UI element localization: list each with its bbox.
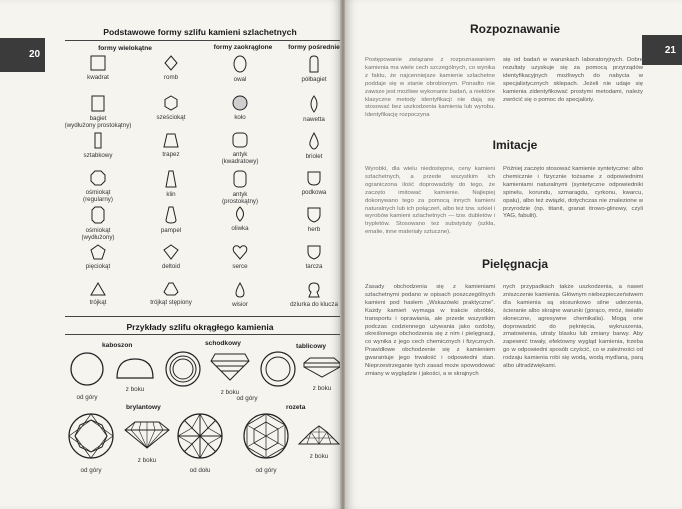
shape-label: oliwka	[231, 225, 249, 232]
horseshoe-shape-icon	[306, 170, 322, 186]
circle-shape-icon	[232, 95, 248, 111]
shape-label: ośmiokąt (wydłużony)	[81, 227, 115, 241]
shape-hexagon	[136, 95, 206, 121]
view-label: z boku	[309, 453, 329, 460]
shape-label: romb	[163, 74, 179, 81]
shape-label: pampel	[160, 227, 182, 234]
rose-top-icon	[242, 412, 290, 460]
shape-label: podkowa	[301, 189, 327, 196]
shape-keyhole	[279, 282, 342, 308]
shape-antique-rect	[205, 170, 275, 205]
square-shape-icon	[90, 55, 106, 71]
page-number-tab	[642, 35, 682, 65]
round-cuts-title: Przykłady szlifu okrągłego kamienia	[126, 322, 274, 332]
shape-oval	[205, 55, 275, 83]
shape-label: wisior	[232, 301, 248, 308]
brilliant-bottom-icon	[176, 412, 224, 460]
step-side-view	[208, 352, 252, 396]
paragraph-imitations-left: Wyrobki, dla wielu niedostępne, ceny kamieni szlachetnych, a przede wszystkim ich ograniczona ilość doprowadziły do tego, że zaczęto imitować kamienie. Najlepiej dokonywano tego za pomocą innych kamieni naturalnych lub ich połączeń, albo też tzw. szkieł i wyrobów kamieni szlachetnych — tzw. dubletów i trypletów. Stosowano też substytuty (szkła, emalie, inne materiały sztuczne).	[365, 166, 495, 236]
rhombus-shape-icon	[164, 55, 178, 71]
octagon-shape-icon	[90, 170, 106, 186]
brilliant-top-view	[66, 412, 116, 474]
deltoid-shape-icon	[163, 244, 179, 260]
cabochon-side-view	[114, 357, 156, 393]
table-side-view	[302, 356, 342, 392]
pendant-shape-icon	[234, 282, 246, 298]
step-top-icon	[164, 350, 202, 388]
olive-shape-icon	[232, 206, 248, 222]
antique-rect-shape-icon	[233, 170, 247, 188]
shape-bar	[63, 132, 133, 159]
shape-label: trójkąt stępiony	[150, 299, 192, 306]
brilliant-bottom-view	[175, 412, 225, 474]
group-label-cabochon: kaboszon	[102, 342, 133, 349]
table-top-view	[258, 350, 298, 393]
col-header-polygonal: formy wielokątne	[98, 45, 152, 52]
shape-label: tarcza	[305, 263, 323, 270]
brilliant-side-view	[122, 420, 172, 464]
shape-shield	[279, 206, 342, 233]
heart-shape-icon	[232, 244, 248, 260]
shape-label: bagiet (wydłużony prostokątny)	[64, 115, 132, 129]
shape-label: antyk (prostokątny)	[221, 191, 259, 205]
shield-shape-icon	[307, 206, 321, 223]
brilliant-side-icon	[123, 420, 171, 450]
shape-label: sześciokąt	[156, 114, 186, 121]
rose-side-icon	[297, 424, 341, 446]
shape-octagon-elongated	[63, 206, 133, 241]
shape-label: trapez	[162, 151, 180, 158]
divider	[65, 316, 340, 317]
shape-olive	[205, 206, 275, 232]
targe-shape-icon	[306, 244, 322, 260]
shape-label: serce	[232, 263, 248, 270]
view-label: od góry	[236, 395, 258, 402]
truncated-triangle-shape-icon	[163, 282, 179, 296]
view-label: z boku	[125, 386, 145, 393]
pampel-shape-icon	[165, 206, 177, 224]
shape-horseshoe	[279, 170, 342, 196]
shape-navette	[279, 95, 342, 123]
cabochon-top-view	[67, 351, 107, 401]
shape-label: półbagiet	[301, 76, 327, 83]
trapeze-shape-icon	[163, 132, 179, 148]
paragraph-care-left: Zasady obchodzenia się z kamieniami szlachetnymi podano w opisach poszczególnych kamieni pod hasłem „Wskazówki praktyczne”. Każdy kamień wymaga w trakcie obróbki, transportu i oprawiania, ale przede wszystkim podczas codziennego używania jako ozdoby, określonego obchodzenia się z nim i pielęgnacji, co wynika z jego cech chemicznych i fizycznych. Prawidłowe obchodzenie się z kamieniem gwarantuje jego trwałość i odpowiedni stan. Nieprzestrzeganie tych zasad może spowodować zmiany w wyglądzie i jakości, a w skrajnych	[365, 284, 495, 377]
shape-label: sztabkowy	[83, 152, 113, 159]
view-label: od góry	[76, 394, 98, 401]
shape-trapeze	[136, 132, 206, 158]
shape-pentagon	[63, 244, 133, 270]
group-label-step: schodkowy	[205, 340, 241, 347]
shape-label: koło	[234, 114, 246, 121]
shape-wedge	[136, 170, 206, 198]
view-label: z boku	[137, 457, 157, 464]
shape-deltoid	[136, 244, 206, 270]
step-top-view	[163, 350, 203, 393]
oval-shape-icon	[233, 55, 247, 73]
shape-targe	[279, 244, 342, 270]
step-side-icon	[209, 352, 251, 382]
triangle-shape-icon	[90, 282, 106, 296]
shape-label: nawetta	[303, 116, 325, 123]
right-page	[345, 0, 682, 509]
page-number: 20	[29, 49, 41, 60]
rose-top-view	[241, 412, 291, 474]
view-label: z boku	[220, 389, 240, 396]
shape-label: herb	[307, 226, 321, 233]
baguette-shape-icon	[90, 95, 106, 112]
paragraph-imitations-right: Później zaczęto stosować kamienie syntetyczne: albo chemicznie i fizycznie tożsame z odpowiednimi kamieniami naturalnymi (syntetyczne odpowiedniki spinelu, korundu, szmaragdu, cyrkonu, kwarcu, opalu), albo też związki, dotychczas nie znalezione w przyrodzie (np. titanit, granat itrowo-glinowy, czyli YAG, fabulit).	[503, 166, 643, 220]
shape-triangle	[63, 282, 133, 306]
shape-rhombus	[136, 55, 206, 81]
shape-half-baguette	[279, 55, 342, 83]
shape-pampel	[136, 206, 206, 234]
pentagon-shape-icon	[90, 244, 106, 260]
table-side-icon	[303, 356, 341, 378]
shape-label: owal	[233, 76, 247, 83]
view-label: z boku	[312, 385, 332, 392]
shape-label: klin	[166, 191, 176, 198]
shape-antique-square	[205, 132, 275, 165]
page-number: 21	[664, 45, 676, 56]
shape-label: ośmiokąt (regularny)	[83, 189, 113, 203]
bar-shape-icon	[93, 132, 103, 149]
view-label: od dołu	[189, 467, 211, 474]
rose-side-view	[296, 424, 342, 460]
col-header-intermediate: formy pośrednie	[288, 44, 340, 51]
keyhole-shape-icon	[307, 282, 321, 298]
group-label-brilliant: brylantowy	[126, 404, 161, 411]
shape-label: deltoid	[161, 263, 181, 270]
navette-shape-icon	[308, 95, 320, 113]
shape-square	[63, 55, 133, 81]
group-label-table: tablicowy	[296, 343, 327, 350]
heading-recognition: Rozpoznawanie	[469, 22, 560, 36]
forms-title: Podstawowe formy szlifu kamieni szlachetnych	[103, 27, 297, 37]
shape-pendant	[205, 282, 275, 308]
shape-label: trójkąt	[89, 299, 107, 306]
paragraph-recognition-right: się od badań w warunkach laboratoryjnych. Dobre rezultaty uzyskuje się za pomocą przyrządów identyfikacyjnych możliwych do nabycia w specjalistycznych sklepach. Jeżeli nie udaje się kamienia zidentyfikować prostymi metodami, należy zwrócić się o pomoc do specjalisty.	[503, 57, 643, 103]
shape-label: pięciokąt	[85, 263, 111, 270]
heading-imitations: Imitacje	[492, 138, 538, 152]
brilliant-top-icon	[67, 412, 115, 460]
shape-baguette	[63, 95, 133, 129]
table-top-icon	[259, 350, 297, 388]
heading-care: Pielęgnacja	[481, 257, 549, 271]
divider	[65, 334, 340, 335]
divider	[65, 40, 340, 41]
col-header-rounded: formy zaokrąglone	[213, 44, 273, 51]
wedge-shape-icon	[165, 170, 177, 188]
shape-label: dziurka do klucza	[290, 301, 338, 308]
shape-truncated-triangle	[136, 282, 206, 306]
briolette-shape-icon	[308, 132, 320, 150]
shape-label: briolet	[305, 153, 323, 160]
cabochon-side-icon	[115, 357, 155, 379]
elongated-octagon-shape-icon	[91, 206, 105, 224]
step-top-label	[227, 393, 267, 402]
view-label: od góry	[80, 467, 102, 474]
half-baguette-shape-icon	[308, 55, 320, 73]
antique-square-shape-icon	[232, 132, 248, 148]
shape-heart	[205, 244, 275, 270]
view-label: od góry	[255, 467, 277, 474]
paragraph-recognition-left: Postępowanie związane z rozpoznawaniem kamienia ma wiele cech szczególnych, co wynika z faktu, że najcenniejsze kamienie szlachetne poddaje się w stanie obrobionym. Ponadto nie zawsze jest możliwe wykonanie badań, a niektóre klasyczne metody identyfikacji nie dają się stosować bez uszkodzenia kamienia lub wyrobu. Identyfikację rozpoczyna	[365, 57, 495, 119]
group-label-rose: rozeta	[286, 404, 306, 411]
shape-circle	[205, 95, 275, 121]
cabochon-top-icon	[69, 351, 105, 387]
shape-label: kwadrat	[87, 74, 109, 81]
shape-label: antyk (kwadratowy)	[221, 151, 259, 165]
shape-octagon-regular	[63, 170, 133, 203]
shape-briolette	[279, 132, 342, 160]
paragraph-care-right: nych przypadkach także uszkodzenia, a nawet zniszczenie kamienia. Głównym niebezpieczeństwem dla kamienia są stosunkowo silne uderzenia, ścieranie albo skrajne warunki (gorąco, mróz, światło słoneczne, agresywne chemikalia). Mogą one doprowadzić do pęknięcia, wykruszenia, zmatowienia, utraty blasku lub zmiany barwy. Aby zapewnić trwały, efektowny wygląd kamienia, trzeba go w odpowiedni sposób czyścić, co w zależności od rodzaju kamienia robi się wodą, wodą mydlaną, parą albo ultradźwiękami.	[503, 284, 643, 370]
hexagon-shape-icon	[163, 95, 179, 111]
